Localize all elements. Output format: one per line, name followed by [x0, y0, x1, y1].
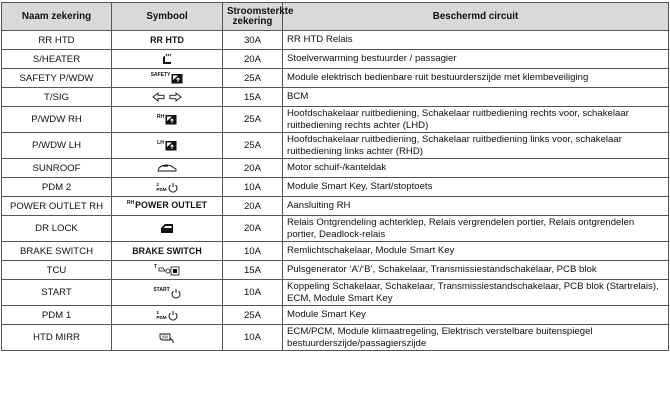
- heated-mirror-icon: [159, 332, 175, 344]
- fuse-symbol: [112, 31, 223, 50]
- symbol-text: LH: [157, 139, 164, 146]
- table-row: [2, 69, 669, 88]
- sunroof-car-icon: [157, 163, 177, 173]
- fuse-name: T/SIG: [2, 88, 112, 107]
- table-row: [2, 197, 669, 216]
- fuse-name: SAFETY P/WDW: [2, 69, 112, 88]
- symbol-text: POWER OUTLET: [135, 200, 208, 211]
- safety-window-icon: [171, 73, 183, 84]
- fuse-name: START: [2, 280, 112, 306]
- fuse-table-container: [1, 2, 668, 351]
- protected-circuit: Pulsgenerator ‘A’/‘B’, Schakelaar, Transmissiestandschakelaar, PCB blok: [283, 261, 669, 280]
- header-rating-line1: Stroomsterkte: [227, 5, 294, 17]
- fuse-name: P/WDW RH: [2, 107, 112, 133]
- symbol-text: RR HTD: [150, 34, 184, 45]
- protected-circuit: Hoofdschakelaar ruitbediening, Schakelaar ruitbediening links voor, schakelaar ruitbediening links achter (RHD): [283, 133, 669, 159]
- header-rating-line2: zekering: [232, 15, 273, 27]
- protected-circuit: Module elektrisch bedienbare ruit bestuurderszijde met klembeveiliging: [283, 69, 669, 88]
- fuse-symbol: [112, 197, 223, 216]
- start-power-icon: [171, 288, 181, 298]
- fuse-rating: 20A: [223, 159, 283, 178]
- power-window-icon: [165, 114, 177, 125]
- fuse-rating: 20A: [223, 216, 283, 242]
- fuse-rating: 10A: [223, 325, 283, 351]
- header-circuit: Beschermd circuit: [283, 3, 669, 31]
- fuse-rating: 25A: [223, 107, 283, 133]
- protected-circuit: ECM/PCM, Module klimaatregeling, Elektrisch verstelbare buitenspiegel bestuurderszijde/passagierszijde: [283, 325, 669, 351]
- table-row: [2, 159, 669, 178]
- protected-circuit: Motor schuif-/kanteldak: [283, 159, 669, 178]
- fuse-name: P/WDW LH: [2, 133, 112, 159]
- table-row: [2, 280, 669, 306]
- fuse-name: TCU: [2, 261, 112, 280]
- symbol-text: T: [153, 264, 158, 271]
- table-row: [2, 178, 669, 197]
- fuse-symbol: [112, 133, 223, 159]
- protected-circuit: Koppeling Schakelaar, Schakelaar, Transmissiestandschakelaar, PCB blok (Startrelais), ECM, Module Smart Key: [283, 280, 669, 306]
- fuse-rating: 10A: [223, 280, 283, 306]
- table-row: [2, 242, 669, 261]
- protected-circuit: BCM: [283, 88, 669, 107]
- fuse-name: HTD MIRR: [2, 325, 112, 351]
- table-row: [2, 133, 669, 159]
- protected-circuit: Module Smart Key, Start/stoptoets: [283, 178, 669, 197]
- fuse-rating: 30A: [223, 31, 283, 50]
- turn-signal-arrows-icon: [152, 92, 182, 102]
- symbol-text: BRAKE SWITCH: [132, 245, 202, 256]
- protected-circuit: Stoelverwarming bestuurder / passagier: [283, 50, 669, 69]
- table-header-row: [2, 3, 669, 31]
- fuse-rating: 10A: [223, 178, 283, 197]
- table-row: [2, 107, 669, 133]
- power-window-icon: [165, 140, 177, 151]
- fuse-name: POWER OUTLET RH: [2, 197, 112, 216]
- symbol-text-right: PDM: [156, 314, 167, 320]
- fuse-rating: 20A: [223, 197, 283, 216]
- fuse-symbol: [112, 178, 223, 197]
- symbol-text-top: 1: [156, 309, 159, 315]
- fuse-rating: 15A: [223, 88, 283, 107]
- fuse-name: PDM 1: [2, 306, 112, 325]
- fuse-symbol: [112, 50, 223, 69]
- fuse-name: BRAKE SWITCH: [2, 242, 112, 261]
- symbol-text-top: 2: [156, 181, 159, 187]
- fuse-symbol: [112, 159, 223, 178]
- symbol-text: SAFETY: [150, 72, 171, 79]
- door-lock-icon: [160, 223, 174, 234]
- fuse-symbol: [112, 216, 223, 242]
- fuse-name: SUNROOF: [2, 159, 112, 178]
- pdm-power-icon: [168, 182, 178, 192]
- fuse-symbol: [112, 242, 223, 261]
- fuse-name: RR HTD: [2, 31, 112, 50]
- header-symbol: Symbool: [112, 3, 223, 31]
- tcu-gear-icon: [158, 265, 180, 276]
- table-row: [2, 216, 669, 242]
- protected-circuit: RR HTD Relais: [283, 31, 669, 50]
- fuse-rating: 20A: [223, 50, 283, 69]
- header-rating: [223, 3, 294, 31]
- protected-circuit: Aansluiting RH: [283, 197, 669, 216]
- fuse-symbol: [112, 280, 223, 306]
- fuse-rating: 10A: [223, 242, 283, 261]
- pdm-power-icon: [168, 310, 178, 320]
- fuse-name: PDM 2: [2, 178, 112, 197]
- table-row: [2, 261, 669, 280]
- table-row: [2, 88, 669, 107]
- fuse-symbol: [112, 69, 223, 88]
- fuse-name: DR LOCK: [2, 216, 112, 242]
- protected-circuit: Hoofdschakelaar ruitbediening, Schakelaar ruitbediening rechts voor, schakelaar ruitbediening rechts achter (LHD): [283, 107, 669, 133]
- fuse-rating: 25A: [223, 69, 283, 88]
- header-fuse-name: Naam zekering: [2, 3, 112, 31]
- seat-heater-icon: [160, 53, 174, 65]
- symbol-text-right: PDM: [156, 186, 167, 192]
- fuse-symbol: [112, 107, 223, 133]
- symbol-label-stack: [156, 310, 166, 320]
- fuse-rating: 25A: [223, 306, 283, 325]
- protected-circuit: Module Smart Key: [283, 306, 669, 325]
- fuse-rating: 25A: [223, 133, 283, 159]
- fuse-rating: 15A: [223, 261, 283, 280]
- table-row: [2, 306, 669, 325]
- fuse-symbol: [112, 306, 223, 325]
- fuse-table: [1, 2, 669, 351]
- fuse-symbol: [112, 88, 223, 107]
- protected-circuit: Relais Ontgrendeling achterklep, Relais vergrendelen portier, Relais ontgrendelen portier, Deadlock-relais: [283, 216, 669, 242]
- fuse-name: S/HEATER: [2, 50, 112, 69]
- symbol-text: RH: [156, 113, 165, 120]
- protected-circuit: Remlichtschakelaar, Module Smart Key: [283, 242, 669, 261]
- symbol-prefix: RH: [126, 200, 135, 207]
- table-row: [2, 31, 669, 50]
- table-row: [2, 325, 669, 351]
- fuse-symbol: [112, 325, 223, 351]
- symbol-text: START: [153, 286, 170, 293]
- fuse-symbol: [112, 261, 223, 280]
- symbol-label-stack: [156, 182, 166, 192]
- table-row: [2, 50, 669, 69]
